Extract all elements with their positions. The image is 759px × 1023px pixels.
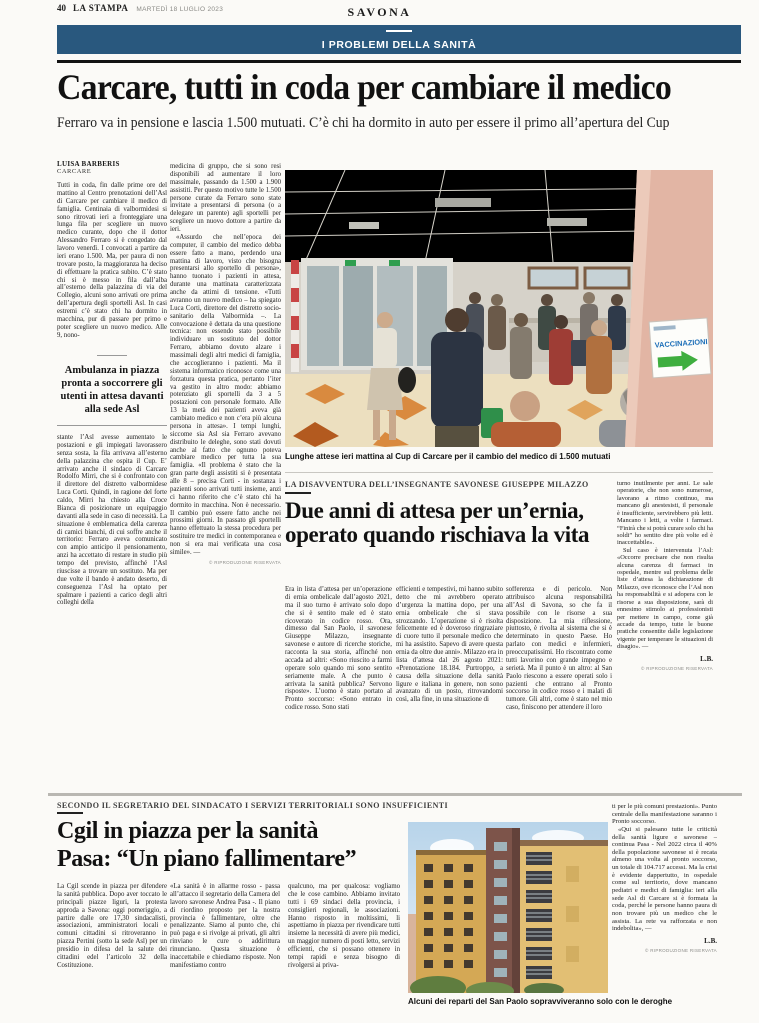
third-article-headline [57, 817, 407, 874]
photo2-caption: Alcuni dei reparti del San Paolo sopravviveranno solo con le deroghe [408, 997, 673, 1006]
second-headline-line2: operato quando rischiava la vita [285, 522, 590, 548]
headline-rule [57, 60, 741, 63]
lead-headline-text: Carcare, tutti in coda per cambiare il medico [57, 67, 672, 107]
lead-body-2b: «Assurdo che nell’epoca dei computer, il cambio del medico debba essere fatto a mano, perdendo una mattina di lavoro, visto che bisogna presentarsi allo sportello di persona», hanno tuonato i pazienti in attesa, durante una mattinata caratterizzata anche da attimi di tensione. «Tutti avranno un nuovo medico – ha spiegato Luca Corti, direttore del distretto socio-sanitario della Valbormida –. La convocazione è dettata da una questione tecnica: non essendo stato possibile individuare un sostituto del dottor Ferraro, abbiamo dovuto alzare i massimali degli altri medici di famiglia, che accoglieranno i pazienti. Ma il sistema informatico riconosce come una forzatura questa pratica, pertanto l’iter va gestito in altro modo: abbiamo potenziato gli sportelli da 3 a 5 postazioni con personale formato. Alle 13 la metà dei pazienti aveva già cambiato medico e non c’era più alcuna persona in attesa». I tempi lunghi, siccome sia Asl sia Ferraro avevano distribuito le deleghe, sono stati dovuti anche al fatto che ognuno poteva cambiare medico per tutta la sua famiglia. «Il problema è stato che la gran parte degli assistiti si è presentata alle 8 – precisa Corti - in sostanza i pazienti sono arrivati tutti insieme, anzi ci hanno riferito che c’è stato chi ha dormito in macchina. Non è necessario. Il cambio può essere fatto anche nei prossimi giorni. In passato gli sportelli hanno effettuato la stessa procedura per sostituire tre medici in contemporanea e non si era mai verificata una cosa simile». — [170, 233, 281, 556]
section-title: SAVONA [347, 5, 412, 19]
third-col2-text: «La sanità è in allarme rosso - passa all’attacco il segretario della Camera del lavoro savonese Andrea Pasa -. Il piano di riordino proposto per la nostra provincia è fallimentare, oltre che penalizzante. Siamo al punto che, chi può paga e si rivolge ai privati, gli altri rinviano le cure o addirittura rinunciano. Questa situazione è inaccettabile e chiediamo risposte. Non manifestiamo contro [170, 883, 280, 969]
third-kicker-rule [57, 812, 83, 814]
third-article-col3 [288, 883, 400, 1015]
second-article-col4 [617, 480, 713, 788]
second-article-signoff: © RIPRODUZIONE RISERVATA [641, 665, 713, 671]
lead-column-1 [57, 160, 167, 792]
third-article-signoff: © RIPRODUZIONE RISERVATA [645, 947, 717, 953]
second-headline-line1: Due anni di attesa per un’ernia, [285, 497, 584, 523]
third-article-col1 [57, 883, 167, 1015]
lead-headline [57, 66, 747, 108]
pull-quote-dash [97, 355, 127, 356]
second-article-signature: L.B. [700, 654, 713, 663]
third-col4-p2: «Qui si palesano tutte le criticità della sanità ligure e savonese – continua Pasa - Nel 2022 circa il 40% della popolazione savonese si è recata almeno una volta al pronto soccorso, un totale di 104.717 accessi. Ma la crisi è evidente dappertutto, in ospedale come sul territorio, dove mancano pediatri e medici di famiglia: ieri alla sede Asl di Carcare si è formata la coda, perché le persone hanno paura di non trovare più un medico che le assista. La rete va rafforzata e non indebolita», — [612, 825, 717, 933]
page-number: 40 [57, 3, 66, 13]
third-col1-text: La Cgil scende in piazza per difendere la sanità pubblica. Dopo aver toccato le principali piazze liguri, la protesta approda a Savona: oggi pomeriggio, a partire dalle ore 17,30 sindacalisti, associazioni, amministratori locali e comuni cittadini si ritroveranno in piazza Pertini (sotto la sede Asl) per un presidio in difesa del la salute dei cittadini edel l’articolo 32 della Costituzione. [57, 883, 167, 969]
second-article-col2 [396, 586, 503, 786]
vaccination-sign [649, 318, 711, 378]
second-article-col3 [506, 586, 612, 786]
third-headline-line2: Pasa: “Un piano fallimentare” [57, 846, 357, 873]
lead-body-2a: medicina di gruppo, che si sono resi disponibili ad aumentare il loro massimale, passando da 1.500 a 1.900 assistiti. Per questo motivo tutte le 1.500 persone curate da Ferraro sono state invitate a presentarsi di persona (o a delegare un parente) agli sportelli per scegliere un nuovo dottore a partire da ieri. [170, 163, 281, 233]
second-article-kicker: LA DISAVVENTURA DELL’INSEGNANTE SAVONESE GIUSEPPE MILAZZO [285, 480, 589, 489]
masthead: LA STAMPA [73, 3, 129, 13]
second-col1-text: Era in lista d’attesa per un’operazione di ernia ombelicale dall’agosto 2021, ma il suo turno è arrivato solo dopo che si è sentito male ed è stato ricoverato in codice rosso. Ora, dimesso dal San Paolo, il savonese Giuseppe Milazzo, insegnante savonese e autore di ricerche storiche, racconta la sua storia, affinché non accada ad altri: «Sono riuscito a farmi operare solo quando mi sono sentito seriamente male. A che punto è arrivata la sanità pubblica? Servono risposte». L’uomo è stato portato al Pronto soccorso: «Sono entrato in codice rosso. Sono stati [285, 586, 392, 712]
byline: LUISA BARBERIS [57, 160, 120, 168]
third-article-col2 [170, 883, 280, 1015]
edition-date: MARTEDÌ 18 LUGLIO 2023 [136, 6, 224, 13]
lead-subhead [57, 114, 747, 132]
lead-signoff: © RIPRODUZIONE RISERVATA [209, 559, 281, 565]
san-paolo-photo [408, 822, 608, 993]
photo1-caption: Lunghe attese ieri mattina al Cup di Carcare per il cambio del medico di 1.500 mutuati [285, 452, 611, 461]
dateline: CARCARE [57, 168, 92, 175]
vaccination-sign-text: VACCINAZIONI [654, 337, 708, 350]
cup-queue-photo-illustration [285, 170, 713, 447]
lead-body-1a: Tutti in coda, fin dalle prime ore del mattino al Centro prenotazioni dell’Asl di Carcare per cambiare il medico di famiglia. Centinaia di valbormidesi si sono ritrovati ieri a fronteggiare una lunga fila per scegliere un nuovo medico curante, dopo che il dottor Alessandro Ferraro si è congedato dal lavoro venerdì. I convocati a partire da ieri erano 1.500. Ma, per paura di non trovare posto, la maggioranza ha deciso di effettuare la pratica subito. C’è stato chi si è messo in fila dall’alba all’esterno della palazzina di via del Collegio, alcuni sono arrivati ore prima dell’apertura degli sportelli Asl. In casi estremi c’è stato chi ha dormito in macchina, pur di passare per primo e poter scegliere un nuovo medico. Alle 9, nono- [57, 182, 167, 339]
lead-body-1b: stante l’Asl avesse aumentato le postazioni e gli impiegati lavorassero senza sosta, la fila arrivava all’esterno della palazzina che ospita il Cup. E’ arrivato anche il sindaco di Carcare Rodolfo Mirri, che si è confrontato con il direttore del distretto valbormidese Luca Corti. Quindi, in ragione del forte caldo, Mirri ha chiesto alla Croce Bianca di posizionare un equipaggio davanti alla sede in caso di necessità. La situazione è emblematica della carenza di camici bianchi, di cui soffre anche il territorio: Ferraro aveva comunicato con ampio anticipo il pensionamento, anzi ha accettato di restare in studio più tempo del previsto, affinché l’Asl riuscisse a trovare un sostituto. Ma per due volte il bando è andato deserto, di conseguenza l’Asl ha optato per spalmare i pazienti a carico degli altri colleghi della [57, 434, 167, 607]
lead-subhead-text: Ferraro va in pensione e lascia 1.500 mutuati. C’è chi ha dormito in auto per essere il primo all’apertura del Cup [57, 115, 670, 131]
second-article-col1 [285, 586, 392, 786]
kicker-rule [285, 492, 311, 494]
second-article-headline [285, 499, 620, 549]
banner-label: I PROBLEMI DELLA SANITÀ [321, 39, 477, 51]
topic-banner [57, 25, 741, 54]
banner-dash [386, 30, 412, 32]
third-article-signature: L.B. [704, 936, 717, 945]
second-col4-p2: Sul caso è intervenuta l’Asl: «Occorre precisare che non risulta alcuna carenza di farmaci in ospedale, mentre sul problema delle liste d’attesa la dichiarazione di Milazzo, ove riconosce che l’Asl non ha responsabilità e si adopera con le risorse a sua disposizione, sarà di ennesimo stimolo ai professionisti per mettere in campo, come già accade da tempo, tutte le buone pratiche consentite dalle legislazione vigente per temperare le situazioni di disagio». — [617, 546, 713, 651]
pull-quote-text: Ambulanza in piazza pronta a soccorrere gli utenti in attesa davanti alla sede Asl [60, 364, 164, 415]
third-col3-text: qualcuno, ma per qualcosa: vogliamo che le cose cambino. Abbiamo invitato tutti i 69 sindaci della provincia, i consiglieri regionali, le associazioni. Hanno risposto in moltissimi, li aspettiamo in piazza per rivendicare tutti insieme la necessità di avere più medici, un maggior numero di posti letto, servizi efficienti, che si possano ottenere in tempi rapidi e senza bisogno di rivolgersi ai priva- [288, 883, 400, 969]
second-col2-text: efficienti e tempestivi, mi hanno subito detto che mi avrebbero operato d’urgenza la mattina dopo, per una ernia ombelicale che si stava strozzando. L’operazione si è risolta felicemente ed è doveroso ringraziare di cuore tutto il personale medico che mi ha assistito. Sapevo di avere questa ernia da oltre due anni». Milazzo era in lista d’attesa dal 26 agosto 2021: «Prenotazione 18.184. Purtroppo, a causa della situazione della sanità ligure e italiana in genere, non sono avanzato di un posto, ritrovandomi così, alla fine, in una situazione di [396, 586, 503, 704]
striped-pole [291, 260, 299, 372]
second-article [285, 472, 713, 790]
third-article-kicker: SECONDO IL SEGRETARIO DEL SINDACATO I SERVIZI TERRITORIALI SONO INSUFFICIENTI [57, 801, 448, 810]
second-col4-p1: turno inutilmente per anni. Le sale operatorie, che non sono numerose, lavorano a ritmo continuo, ma mancano gli anestesisti, il personale è insufficiente, servirebbero più letti. Mancano i letti, a volte i farmaci. “Finirà che si potrà curare solo chi ha soldi” ho sentito dire più volte ed è inaccettabile». [617, 480, 713, 547]
pull-quote [57, 348, 167, 427]
third-article-col4 [612, 803, 717, 993]
section-divider [48, 793, 742, 796]
cup-queue-photo [285, 170, 713, 447]
second-col3-text: sofferenza e di pericolo. Non attribuisco alcuna responsabilità all’Asl di Savona, so che fa il possibile con le risorse a sua disposizione. La mia riflessione, piuttosto, è rivolta al sistema che si è determinato in questo Paese. Ho parlato con medici e infermieri, preoccupatissimi. Ho riscontrato come tutti lavorino con grande impegno e serietà. Ma il punto è un altro: al San Paolo riescono a essere operati solo i pazienti che entrano al Pronto soccorso in codice rosso e i malati di tumore. Gli altri, come è stato nel mio caso, finiscono per attendere il loro [506, 586, 612, 712]
lead-column-2 [170, 163, 281, 792]
third-col4-p1: ti per le più comuni prestazioni». Punto centrale della manifestazione saranno i Pronto soccorso. [612, 803, 717, 826]
third-headline-line1: Cgil in piazza per la sanità [57, 818, 319, 844]
balconies [526, 852, 552, 979]
san-paolo-photo-illustration [408, 822, 608, 993]
